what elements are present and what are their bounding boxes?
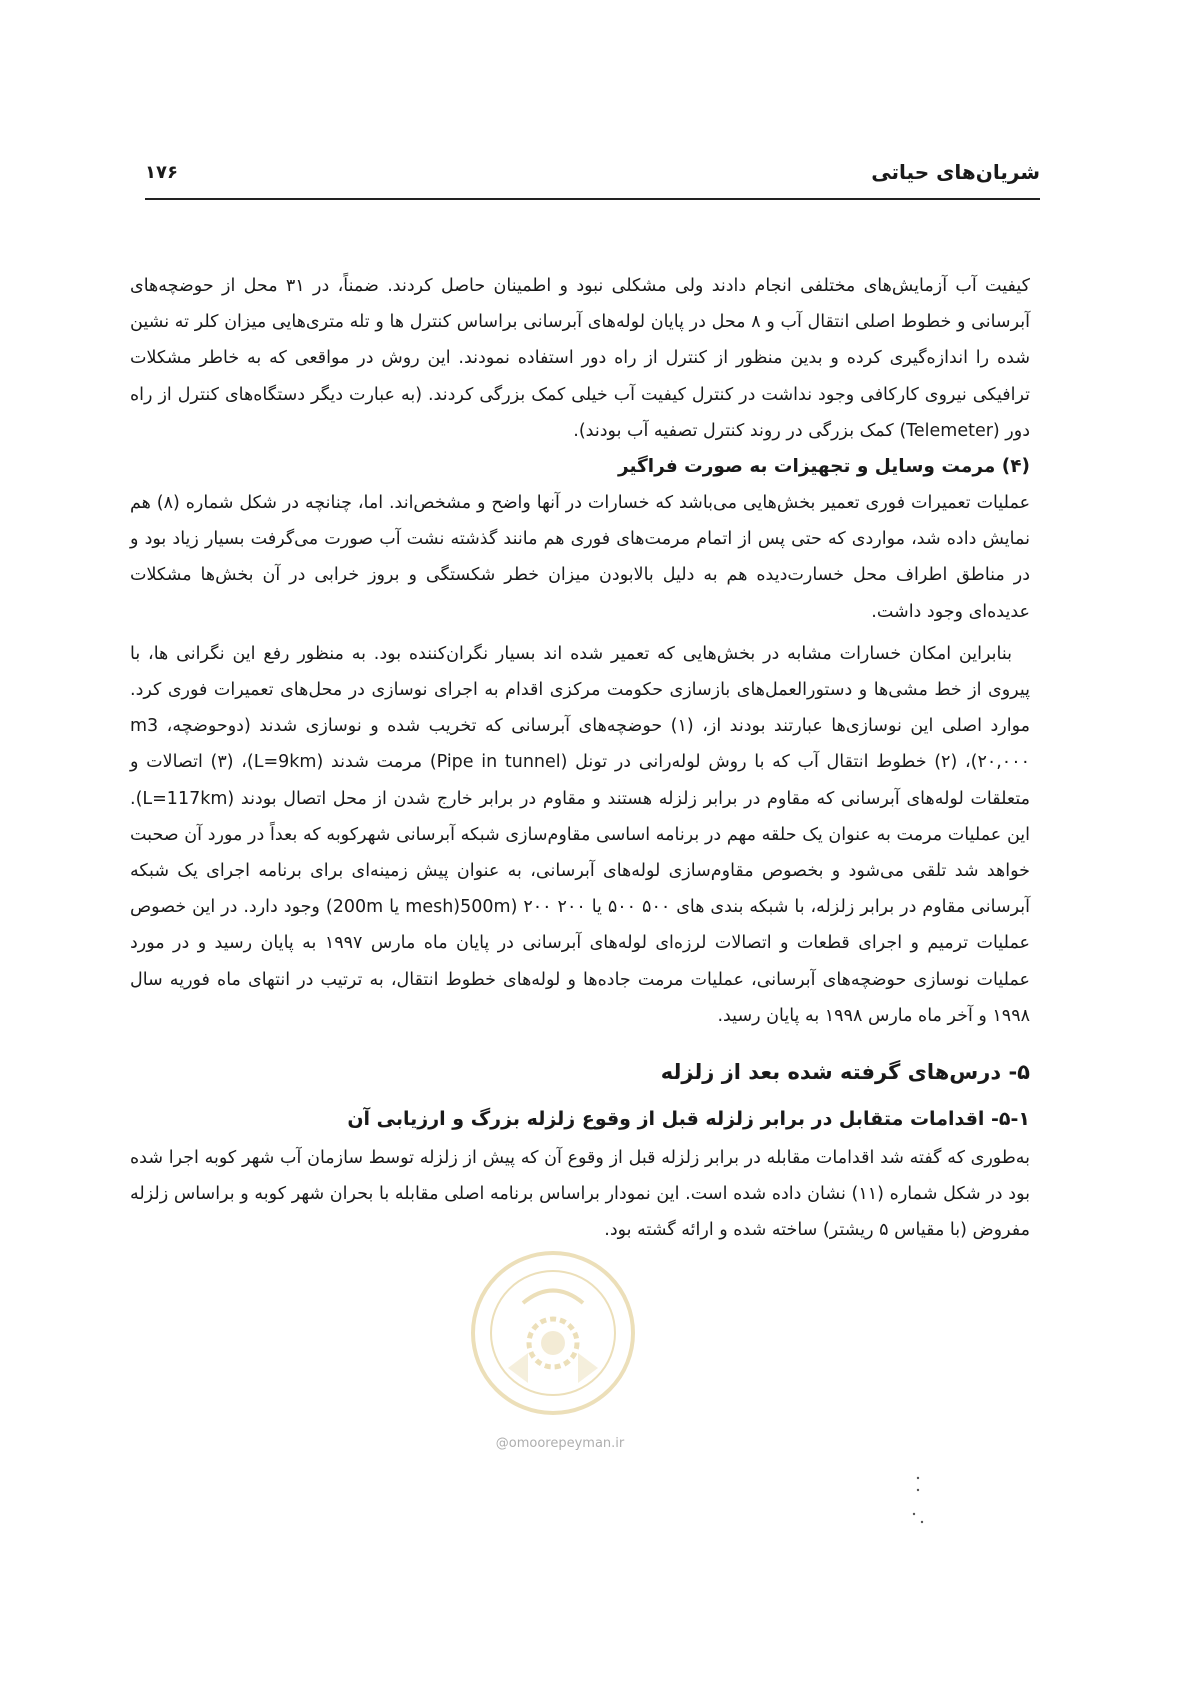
header-title: شریان‌های حیاتی xyxy=(871,160,1040,184)
paragraph-renovation: بنابراین امکان خسارات مشابه در بخش‌هایی که تعمیر شده اند بسیار نگران‌کننده بود. به منظور رفع این نگرانی ها، با پیروی از خط مشی‌ها و دستورالعمل‌های بازسازی حکومت مرکزی اقدام به اجرای نوسازی در محل‌های تعمیرات فوری کرد. موارد اصلی این نوسازی‌ها عبارتند بودند از، (۱) حوضچه‌های آبرسانی که تخریب شده و نوسازی شدند (دوحوضچه، m3 ۲۰,۰۰۰)، (۲) خطوط انتقال آب که با روش لوله‌رانی در تونل (Pipe in tunnel) مرمت شدند (L=9km)، (۳) اتصالات و متعلقات لوله‌های آبرسانی که مقاوم در برابر زلزله هستند و مقاوم در برابر خارج شدن از محل اتصال بودند (L=117km). این عملیات مرمت به عنوان یک حلقه مهم در برنامه اساسی مقاوم‌سازی شبکه آبرسانی شهرکوبه که بعداً در مورد آن صحبت خواهد شد تلقی می‌شود و بخصوص مقاوم‌سازی لوله‌های آبرسانی، به عنوان پیش زمینه‌ای برای برنامه اجرای یک شبکه آبرسانی مقاوم در برابر زلزله، با شبکه بندی های ۵۰۰ ۵۰۰ یا ۲۰۰ ۲۰۰ (500m(mesh یا 200m) وجود دارد. در این خصوص عملیات ترمیم و اجرای قطعات و اتصالات لرزه‌ای لوله‌های آبرسانی در پایان ماه مارس ۱۹۹۷ به پایان رسید و در مورد عملیات نوسازی حوضچه‌های آبرسانی، عملیات مرمت جاده‌ها و لوله‌های خطوط انتقال، به ترتیب در انتهای ماه فوریه سال ۱۹۹۸ و آخر ماه مارس ۱۹۹۸ به پایان رسید. xyxy=(130,643,1031,1026)
watermark-text: @omoorepeyman.ir xyxy=(495,1436,625,1451)
watermark-seal-icon xyxy=(468,1248,638,1418)
header-rule xyxy=(145,198,1040,200)
scan-dots xyxy=(908,1470,928,1530)
page-number: ۱۷۶ xyxy=(145,162,178,183)
paragraph-countermeasures: به‌طوری که گفته شد اقدامات مقابله در برابر زلزله قبل از وقوع آن که پیش از زلزله توسط سازمان آب شهر کوبه اجرا شده بود در شکل شماره (۱۱) نشان داده شده است. این نمودار براساس برنامه اصلی مقابله با بحران شهر کوبه و براساس زلزله مفروض (با مقیاس ۵ ریشتر) ساخته شده و ارائه گشته بود. xyxy=(130,1148,1030,1241)
section-5-1-title: ۵-۱- اقدامات متقابل در برابر زلزله قبل از وقوع زلزله بزرگ و ارزیابی آن xyxy=(347,1108,1030,1131)
section-5-title: ۵- درس‌های گرفته شده بعد از زلزله xyxy=(660,1060,1030,1085)
running-header xyxy=(145,158,1040,200)
paragraph-water-quality: کیفیت آب آزمایش‌های مختلفی انجام دادند ولی مشکلی نبود و اطمینان حاصل کردند. ضمناً، در ۳۱ محل از حوضچه‌های آبرسانی و خطوط اصلی انتقال آب و ۸ محل در پایان لوله‌های آبرسانی براساس کنترل ها و تله متری‌هایی میزان کلر ته نشین شده را اندازه‌گیری کرده و بدین منظور از کنترل از راه دور استفاده نمودند. این روش در مواقعی که به خاطر مشکلات ترافیکی نیروی کارکافی وجود نداشت در کنترل کیفیت آب خیلی کمک بزرگی کردند. (به عبارت دیگر دستگاه‌های کنترل از راه دور (Telemeter) کمک بزرگی در روند کنترل تصفیه آب بودند). xyxy=(130,276,1030,441)
body-text xyxy=(130,268,1030,1249)
heading-repair-equipment: (۴) مرمت وسایل و تجهیزات به صورت فراگیر xyxy=(617,456,1030,478)
paragraph-urgent-repairs: عملیات تعمیرات فوری تعمیر بخش‌هایی می‌باشد که خسارات در آنها واضح و مشخص‌اند. اما، چنانچه در شکل شماره (۸) هم نمایش داده شد، مواردی که حتی پس از اتمام مرمت‌های فوری هم مانند گذشته نشت آب صورت می‌گرفت بسیار زیاد بود و در مناطق اطراف محل خسارت‌دیده هم به دلیل بالابودن میزان خطر شکستگی و بروز خرابی در آن بخش‌ها مشکلات عدیده‌ای وجود داشت. xyxy=(130,493,1031,622)
